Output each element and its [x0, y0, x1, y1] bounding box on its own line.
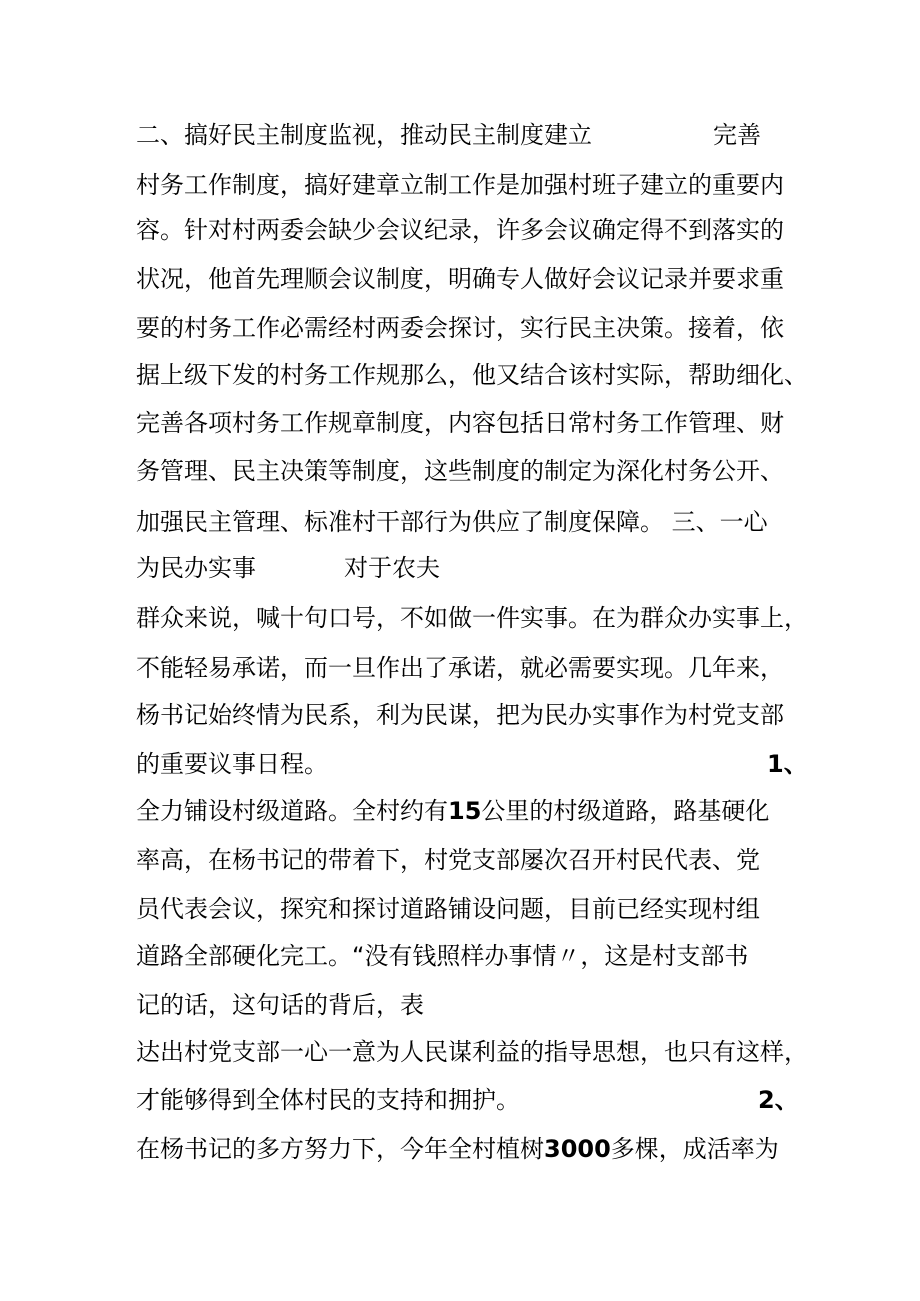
text-content: 杨书记始终情为民系，利为民谋，把为民办实事作为村党支部 — [136, 701, 784, 729]
text-content: 加强民主管理、标准村干部行为供应了制度保障。 三、一心 — [136, 508, 768, 536]
text-run: 在杨书记的多方努力下，今年全村植树 — [136, 1135, 544, 1163]
text-line-4 — [136, 259, 796, 299]
text-content: 村务工作制度，搞好建章立制工作是加强村班子建立的重要内 — [136, 171, 784, 199]
text-line-13 — [136, 695, 796, 735]
text-line-3 — [136, 210, 796, 250]
text-line-14 — [136, 744, 808, 784]
section-heading-2: 二、搞好民主制度监视，推动民主制度建立 — [136, 121, 592, 149]
text-content: 记的话，这句话的背后，表 — [136, 991, 424, 1019]
list-marker-1: 1、 — [767, 750, 808, 778]
text-line-9 — [136, 502, 796, 542]
text-line-22 — [136, 1129, 796, 1169]
text-line-10 — [136, 548, 796, 588]
text-run: 多棵，成活率为 — [610, 1135, 779, 1163]
text-line-12 — [136, 648, 796, 688]
text-line-16 — [136, 840, 796, 880]
text-content: 为民办实事 — [136, 554, 256, 582]
text-line-1 — [136, 115, 796, 155]
text-fragment: 对于农夫 — [344, 554, 440, 582]
text-line-20 — [136, 1032, 808, 1072]
text-content: 才能够得到全体村民的支持和拥护。 — [136, 1086, 520, 1114]
text-fragment: 完善 — [713, 121, 761, 149]
text-content: 达出村党支部一心一意为人民谋利益的指导思想，也只有这样， — [136, 1038, 808, 1066]
text-content: 群众来说，喊十句口号，不如做一件实事。在为群众办实事上， — [136, 604, 808, 632]
text-line-18 — [136, 936, 796, 976]
text-line-15 — [136, 791, 796, 831]
number-value: 15 — [448, 797, 482, 825]
text-content: 率高，在杨书记的带着下，村党支部屡次召开村民代表、党 — [136, 846, 760, 874]
text-line-21 — [136, 1080, 799, 1120]
text-content: 道路全部硬化完工。“没有钱照样办事情〃，这是村支部书 — [136, 942, 749, 970]
text-run: 公里的村级道路，路基硬化 — [481, 797, 770, 825]
text-line-11 — [136, 598, 808, 638]
text-content — [136, 1129, 779, 1169]
text-run: 全力铺设村级道路。全村约有 — [136, 797, 448, 825]
text-line-5 — [136, 308, 796, 348]
text-line-19 — [136, 985, 796, 1025]
text-content: 不能轻易承诺，而一旦作出了承诺，就必需要实现。几年来， — [136, 654, 784, 682]
text-content: 状况，他首先理顺会议制度，明确专人做好会议记录并要求重 — [136, 265, 784, 293]
text-line-6 — [136, 355, 808, 395]
text-line-8 — [136, 451, 796, 491]
text-content: 据上级下发的村务工作规那么，他又结合该村实际，帮助细化、 — [136, 361, 808, 389]
number-value: 3000 — [544, 1135, 611, 1163]
list-marker-2: 2、 — [758, 1086, 799, 1114]
text-content: 要的村务工作必需经村两委会探讨，实行民主决策。接着，依 — [136, 314, 784, 342]
text-content: 容。针对村两委会缺少会议纪录，许多会议确定得不到落实的 — [136, 216, 784, 244]
text-content: 员代表会议，探究和探讨道路铺设问题，目前已经实现村组 — [136, 895, 760, 923]
text-content: 完善各项村务工作规章制度，内容包括日常村务工作管理、财 — [136, 409, 784, 437]
text-content — [136, 791, 769, 831]
text-content: 的重要议事日程。 — [136, 750, 328, 778]
text-content: 务管理、民主决策等制度，这些制度的制定为深化村务公开、 — [136, 457, 784, 485]
text-line-7 — [136, 403, 796, 443]
text-line-2 — [136, 165, 796, 205]
text-line-17 — [136, 889, 796, 929]
